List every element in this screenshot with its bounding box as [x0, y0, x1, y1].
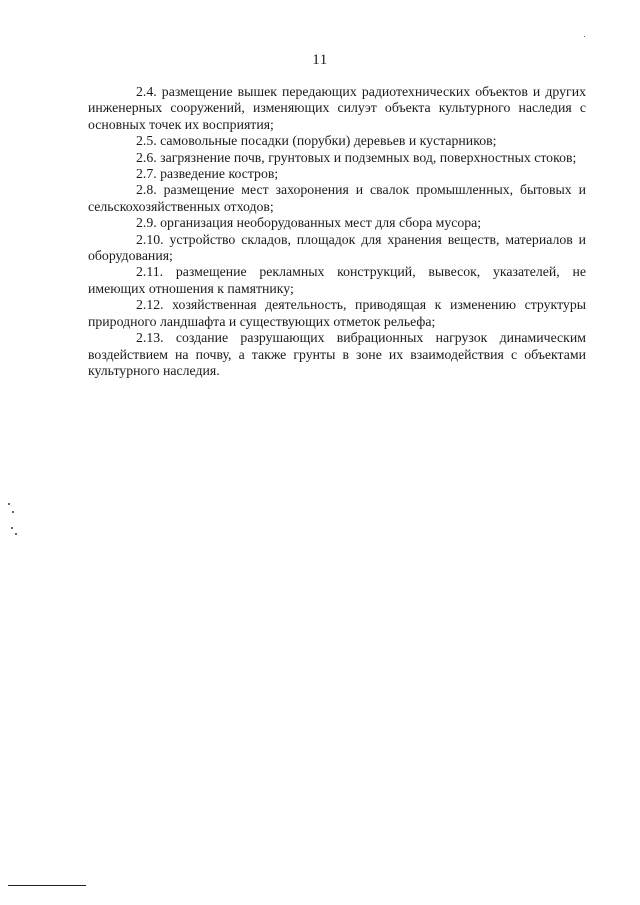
- list-item: 2.10. устройство складов, площадок для хранения веществ, материалов и оборудования;: [88, 231, 586, 264]
- list-item: 2.12. хозяйственная деятельность, приводящая к изменению структуры природного ландшафта и существующих отметок рельефа;: [88, 297, 586, 329]
- scan-speck: [584, 36, 585, 37]
- list-item: 2.5. самовольные посадки (порубки) деревьев и кустарников;: [136, 133, 497, 149]
- scan-speck: [8, 503, 10, 505]
- list-item: 2.7. разведение костров;: [136, 166, 279, 182]
- list-item: 2.8. размещение мест захоронения и свалок промышленных, бытовых и сельскохозяйственных отходов;: [88, 182, 586, 214]
- list-item: 2.9. организация необорудованных мест для сбора мусора;: [136, 215, 482, 231]
- scan-speck: [12, 511, 14, 513]
- list-item: 2.11. размещение рекламных конструкций, вывесок, указателей, не имеющих отношения к памятнику;: [88, 264, 586, 296]
- scan-speck: [11, 527, 13, 529]
- page-number: 11: [312, 52, 328, 68]
- list-item: 2.6. загрязнение почв, грунтовых и подземных вод, поверхностных стоков;: [136, 149, 577, 165]
- list-item: 2.13. создание разрушающих вибрационных нагрузок динамическим воздействием на почву, а также грунты в зоне их взаимодействия с объектами культурного наследия.: [88, 330, 586, 378]
- footer-rule: [8, 885, 86, 886]
- list-item: 2.4. размещение вышек передающих радиотехнических объектов и других инженерных сооружений, изменяющих силуэт объекта культурного наследия с основных точек их восприятия;: [88, 84, 586, 132]
- scan-speck: [15, 533, 17, 535]
- restrictions-list: [88, 84, 586, 379]
